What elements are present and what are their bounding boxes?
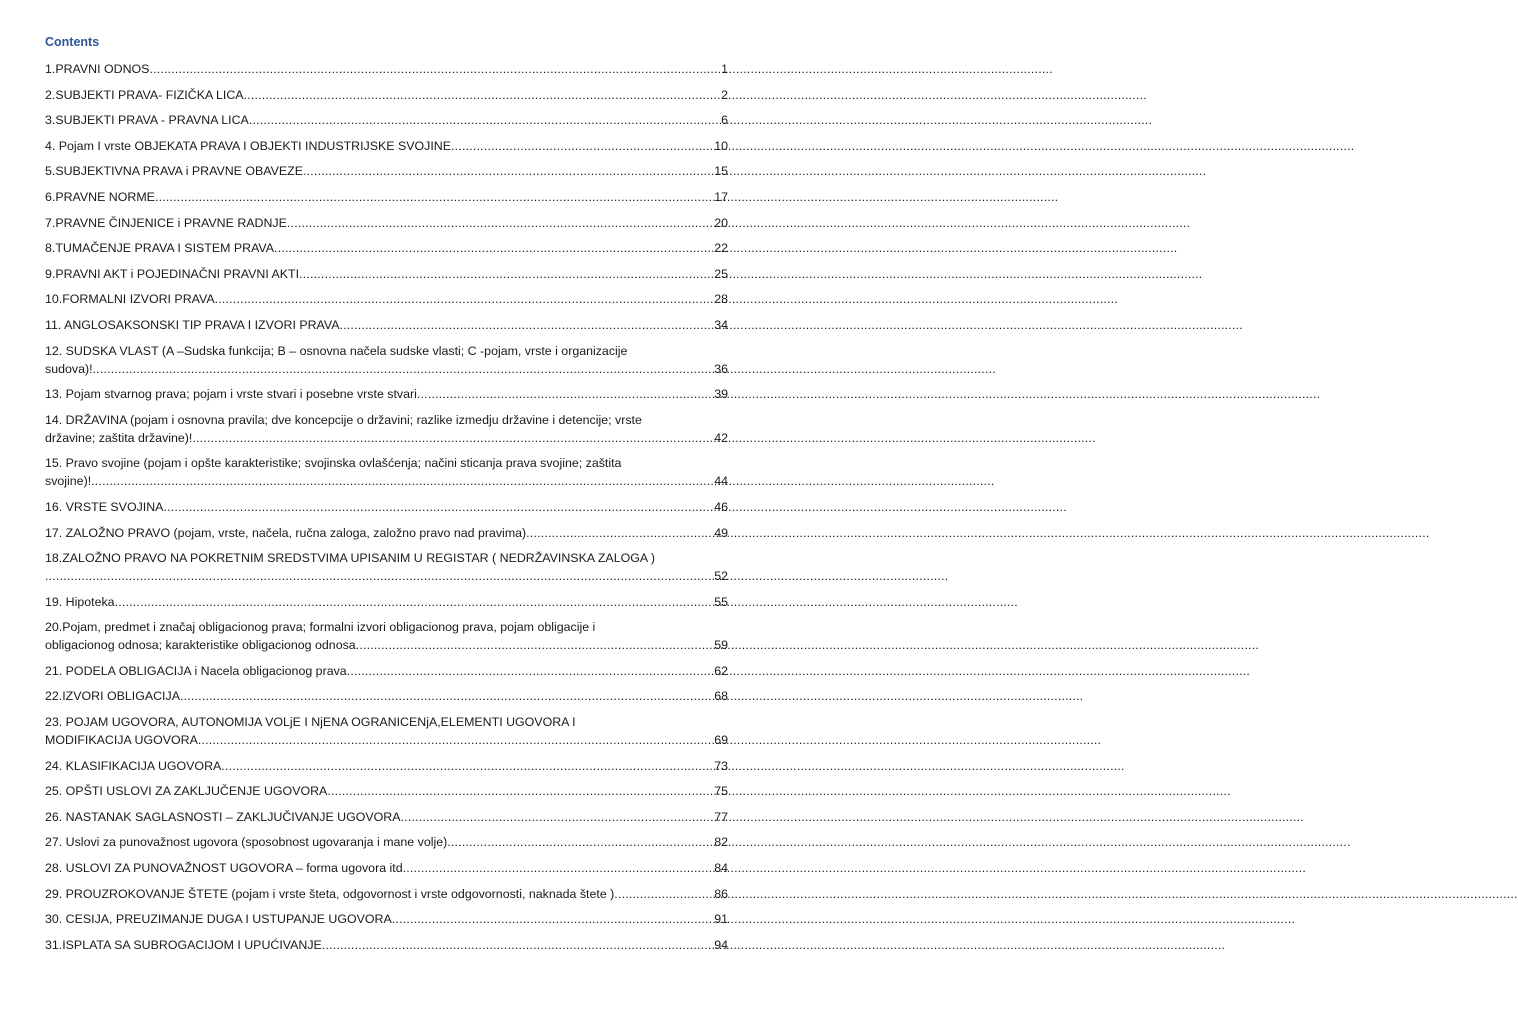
dot-leader: [401, 808, 714, 826]
toc-entry-title: 27. Uslovi za punovažnost ugovora (sposobnost ugovaranja i mane volje): [45, 835, 448, 850]
toc-entry-row: [45, 567, 728, 585]
toc-entry[interactable]: [45, 549, 728, 585]
toc-entry[interactable]: [45, 833, 728, 851]
dot-leader: [149, 60, 720, 78]
toc-entry-title: državine; zaštita državine)!: [45, 430, 193, 445]
toc-entry-title-line: 20.Pojam, predmet i značaj obligacionog prava; formalni izvori obligacionog prava, pojam obligacije i: [45, 620, 596, 635]
toc-entry-page-number: 82: [714, 835, 728, 850]
toc-entry-title: 25. OPŠTI USLOVI ZA ZAKLJUČENJE UGOVORA: [45, 784, 328, 799]
toc-entry[interactable]: [45, 239, 728, 257]
toc-entry-title: 8.TUMAČENJE PRAVA I SISTEM PRAVA: [45, 241, 275, 256]
dot-leader: [180, 687, 713, 705]
toc-entry-title: svojine)!: [45, 474, 92, 489]
toc-entry-row: [45, 316, 728, 334]
dot-leader: [392, 910, 713, 928]
dot-leader: [299, 265, 713, 283]
toc-entry-title: 11. ANGLOSAKSONSKI TIP PRAVA I IZVORI PRAVA: [45, 317, 340, 332]
toc-entry-row: [45, 498, 728, 516]
toc-entry[interactable]: [45, 593, 728, 611]
dot-leader: [447, 833, 713, 851]
dot-leader: [192, 429, 713, 447]
toc-entry-title-line: 15. Pravo svojine (pojam i opšte karakteristike; svojinska ovlašćenja; načini sticanja prava svojine; zaštita: [45, 456, 622, 471]
dot-leader: [451, 137, 713, 155]
dot-leader: [327, 782, 713, 800]
toc-entry[interactable]: [45, 808, 728, 826]
toc-entry-title: 1.PRAVNI ODNOS: [45, 62, 150, 76]
toc-entry-page-number: 68: [714, 689, 728, 704]
toc-entry-row: [45, 731, 728, 749]
toc-entry-page-number: 55: [714, 594, 728, 609]
toc-entry-title: 9.PRAVNI AKT i POJEDINAČNI PRAVNI AKTI: [45, 266, 300, 281]
toc-entry-page-number: 10: [714, 138, 728, 153]
toc-entry-title: MODIFIKACIJA UGOVORA: [45, 733, 198, 748]
toc-entry-row: [45, 265, 728, 283]
toc-entry-title: obligacionog odnosa; karakteristike obligacionog odnosa: [45, 638, 356, 653]
toc-entry-title: 26. NASTANAK SAGLASNOSTI – ZAKLJUČIVANJE UGOVORA: [45, 809, 401, 824]
toc-entry-title: 30. CESIJA, PREUZIMANJE DUGA I USTUPANJE UGOVORA: [45, 912, 392, 927]
toc-entry-page-number: 49: [714, 525, 728, 540]
toc-entry-row: [45, 214, 728, 232]
toc-entry-row: [45, 137, 728, 155]
dot-leader: [163, 498, 713, 516]
toc-entry-title: 29. PROUZROKOVANJE ŠTETE (pojam i vrste šteta, odgovornost i vrste odgovornosti, naknada štete ): [45, 886, 615, 901]
toc-entry-page-number: 84: [714, 861, 728, 876]
toc-entry-page-number: 39: [714, 387, 728, 402]
toc-entry-page-number: 6: [721, 113, 728, 128]
dot-leader: [303, 162, 713, 180]
toc-entry[interactable]: [45, 60, 728, 78]
toc-entry-title: 5.SUBJEKTIVNA PRAVA i PRAVNE OBAVEZE: [45, 164, 303, 179]
dot-leader: [115, 593, 714, 611]
toc-entry-row: [45, 162, 728, 180]
toc-entry-row: [45, 662, 728, 680]
toc-entry-page-number: 1: [721, 62, 728, 76]
toc-entry-title: 6.PRAVNE NORME: [45, 189, 155, 204]
dot-leader: [356, 636, 714, 654]
toc-entry[interactable]: [45, 936, 728, 954]
toc-entry-page-number: 91: [714, 912, 728, 927]
toc-entry-page-number: 42: [714, 430, 728, 445]
toc-entry-title: 7.PRAVNE ČINJENICE i PRAVNE RADNJE: [45, 215, 287, 230]
toc-entry-title: sudova)!: [45, 361, 93, 376]
dot-leader: [322, 936, 713, 954]
toc-entry-page-number: 2: [721, 87, 728, 102]
toc-entry[interactable]: [45, 86, 728, 104]
toc-entry-row: [45, 86, 728, 104]
toc-entry-title: 10.FORMALNI IZVORI PRAVA: [45, 292, 215, 307]
toc-entry-title: 3.SUBJEKTI PRAVA - PRAVNA LICA: [45, 113, 249, 128]
toc-entry-title: 17. ZALOŽNO PRAVO (pojam, vrste, načela, ručna zaloga, založno pravo nad pravima): [45, 525, 527, 540]
toc-entry-row: [45, 385, 728, 403]
toc-entry[interactable]: [45, 687, 728, 705]
toc-entry-row: [45, 636, 728, 654]
toc-entry-page-number: 20: [714, 215, 728, 230]
toc-entry-row: [45, 239, 728, 257]
dot-leader: [155, 188, 713, 206]
toc-heading: Contents: [45, 35, 100, 49]
toc-entry-page-number: 22: [714, 241, 728, 256]
toc-entry-row: [45, 910, 728, 928]
toc-entry-page-number: 15: [714, 164, 728, 179]
toc-entry-title: 24. KLASIFIKACIJA UGOVORA: [45, 758, 222, 773]
dot-leader: [249, 111, 720, 129]
toc-entry[interactable]: [45, 214, 728, 232]
toc-entry-title: 4. Pojam I vrste OBJEKATA PRAVA I OBJEKTI INDUSTRIJSKE SVOJINE: [45, 138, 452, 153]
dot-leader: [526, 524, 713, 542]
dot-leader: [287, 214, 713, 232]
dot-leader: [91, 472, 713, 490]
toc-entry[interactable]: [45, 859, 728, 877]
toc-entry-title: 28. USLOVI ZA PUNOVAŽNOST UGOVORA – forma ugovora itd: [45, 861, 403, 876]
toc-entry-row: [45, 360, 728, 378]
dot-leader: [614, 885, 713, 903]
toc-entry-title-line: 12. SUDSKA VLAST (A –Sudska funkcija; B – osnovna načela sudske vlasti; C -pojam, vrste i organizacije: [45, 343, 628, 358]
toc-entry[interactable]: [45, 290, 728, 308]
toc-entry-row: [45, 188, 728, 206]
toc-entry[interactable]: [45, 162, 728, 180]
toc-entry[interactable]: [45, 713, 728, 749]
toc-entry-row: [45, 833, 728, 851]
toc-entry-row: [45, 472, 728, 490]
dot-leader: [215, 290, 714, 308]
dot-leader: [417, 385, 713, 403]
toc-entry-page-number: 69: [714, 733, 728, 748]
dot-leader: [221, 757, 713, 775]
toc-entry-page-number: 59: [714, 638, 728, 653]
toc-entry-title: 19. Hipoteka: [45, 594, 115, 609]
toc-entry-row: [45, 593, 728, 611]
toc-entry[interactable]: [45, 782, 728, 800]
toc-entry-row: [45, 524, 728, 542]
table-of-contents: [45, 60, 728, 961]
dot-leader: [93, 360, 714, 378]
toc-entry[interactable]: [45, 885, 728, 903]
toc-entry[interactable]: [45, 454, 728, 490]
toc-entry-row: [45, 757, 728, 775]
toc-entry[interactable]: [45, 411, 728, 447]
toc-entry[interactable]: [45, 618, 728, 654]
toc-entry-title: 13. Pojam stvarnog prava; pojam i vrste stvari i posebne vrste stvari: [45, 387, 417, 402]
dot-leader: [274, 239, 713, 257]
toc-entry-title: 22.IZVORI OBLIGACIJA: [45, 689, 180, 704]
toc-entry-page-number: 62: [714, 663, 728, 678]
dot-leader: [244, 86, 721, 104]
toc-entry-row: [45, 859, 728, 877]
toc-entry[interactable]: [45, 498, 728, 516]
toc-entry-page-number: 52: [714, 569, 728, 584]
toc-entry[interactable]: [45, 188, 728, 206]
toc-entry[interactable]: [45, 265, 728, 283]
toc-entry-title: 2.SUBJEKTI PRAVA- FIZIČKA LICA: [45, 87, 244, 102]
toc-entry[interactable]: [45, 137, 728, 155]
toc-entry-title-line: 23. POJAM UGOVORA, AUTONOMIJA VOLjE I NjENA OGRANICENjA,ELEMENTI UGOVORA I: [45, 715, 576, 730]
dot-leader: [403, 859, 714, 877]
toc-entry-row: [45, 808, 728, 826]
toc-entry-page-number: 75: [714, 784, 728, 799]
toc-entry-page-number: 46: [714, 499, 728, 514]
toc-entry[interactable]: [45, 385, 728, 403]
toc-entry[interactable]: [45, 662, 728, 680]
toc-entry-page-number: 77: [714, 809, 728, 824]
toc-entry-title: 21. PODELA OBLIGACIJA i Nacela obligacionog prava: [45, 663, 347, 678]
toc-entry-title-line: 14. DRŽAVINA (pojam i osnovna pravila; dve koncepcije o državini; razlike izmedju državine i detencije; vrste: [45, 412, 642, 427]
toc-entry-title: 31.ISPLATA SA SUBROGACIJOM I UPUĆIVANJE: [45, 937, 322, 952]
toc-entry-title-line: 18.ZALOŽNO PRAVO NA POKRETNIM SREDSTVIMA UPISANIM U REGISTAR ( NEDRŽAVINSKA ZALOGA ): [45, 551, 656, 566]
toc-entry-title: 16. VRSTE SVOJINA: [45, 499, 164, 514]
toc-entry-page-number: 44: [714, 474, 728, 489]
toc-entry-page-number: 25: [714, 266, 728, 281]
toc-entry-row: [45, 936, 728, 954]
toc-entry[interactable]: [45, 111, 728, 129]
toc-entry-page-number: 36: [714, 361, 728, 376]
dot-leader: [198, 731, 713, 749]
dot-leader: [45, 567, 713, 585]
toc-entry-row: [45, 885, 728, 903]
toc-entry[interactable]: [45, 342, 728, 378]
toc-entry-row: [45, 290, 728, 308]
dot-leader: [347, 662, 714, 680]
toc-entry-row: [45, 111, 728, 129]
toc-entry-row: [45, 687, 728, 705]
toc-entry-row: [45, 60, 728, 78]
dot-leader: [340, 316, 714, 334]
toc-entry[interactable]: [45, 316, 728, 334]
toc-entry-page-number: 94: [714, 937, 728, 952]
toc-entry-page-number: 34: [714, 317, 728, 332]
toc-entry[interactable]: [45, 524, 728, 542]
toc-entry-page-number: 28: [714, 292, 728, 307]
toc-entry-page-number: 17: [714, 189, 728, 204]
toc-entry[interactable]: [45, 910, 728, 928]
toc-entry[interactable]: [45, 757, 728, 775]
toc-entry-row: [45, 782, 728, 800]
toc-entry-page-number: 86: [714, 886, 728, 901]
toc-entry-page-number: 73: [714, 758, 728, 773]
toc-entry-row: [45, 429, 728, 447]
